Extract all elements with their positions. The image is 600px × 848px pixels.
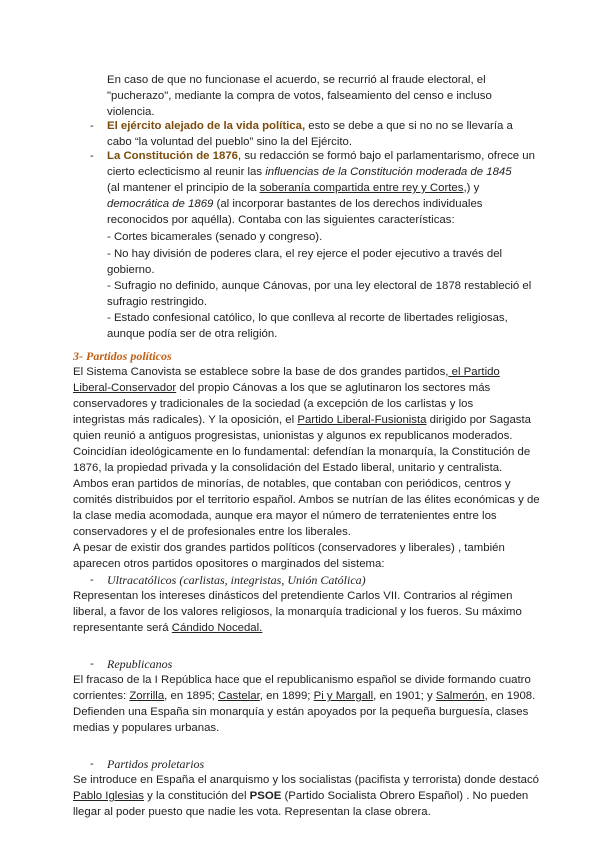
constitucion-title: La Constitución de 1876	[107, 150, 239, 162]
section-paragraph	[73, 364, 500, 380]
constitucion-line	[107, 196, 483, 212]
intro-line: violencia.	[107, 106, 155, 118]
bullet-dash: -	[90, 150, 94, 162]
section-paragraph: comités distribuidos por el territorio español. Ambos se nutrían de las élites económicas y de	[73, 494, 540, 506]
republicanos-line: medias y populares urbanas.	[73, 722, 220, 734]
republicanos-name: Zorrilla	[129, 690, 165, 702]
caracteristica-item: - No hay división de poderes clara, el rey ejerce el poder ejecutivo a través del	[107, 248, 503, 260]
proletarios-bold: PSOE	[249, 790, 282, 802]
republicanos-line: Defienden una España sin monarquía y están apoyados por la pequeña burguesía, clases	[73, 706, 529, 718]
paragraph-underline: Partido Liberal-Fusionista	[297, 414, 427, 426]
ejercito-text: esto se debe a que si no no se llevaría a	[305, 120, 513, 132]
proletarios-underline: Pablo Iglesias	[73, 790, 144, 802]
paragraph-underline: el Partido	[448, 366, 500, 378]
section-paragraph: aparecen otros partidos opositores o marginados del sistema:	[73, 558, 385, 570]
republicanos-line	[73, 688, 535, 704]
bullet-dash: -	[90, 120, 94, 132]
republicanos-title: Republicanos	[107, 657, 173, 671]
ejercito-line	[107, 118, 513, 134]
proletarios-line: Se introduce en España el anarquismo y los socialistas (pacifista y terrorista) donde destacó	[73, 774, 539, 786]
constitucion-text: (al mantener el principio de la	[107, 182, 260, 194]
section-paragraph	[73, 412, 531, 428]
republicanos-name: Pi y Margall	[313, 690, 374, 702]
proletarios-line: llegar al poder puesto que nadie les vota. Representan la clase obrera.	[73, 806, 431, 818]
ejercito-line: cabo “la voluntad del pueblo” sino la del Ejército.	[107, 136, 353, 148]
section-paragraph: A pesar de existir dos grandes partidos políticos (conservadores y liberales) , también	[73, 542, 505, 554]
constitucion-text: cierto eclecticismo al reunir las	[107, 166, 266, 178]
ultra-line: Representan los intereses dinásticos del pretendiente Carlos VII. Contrarios al régimen	[73, 590, 513, 602]
paragraph-underline: Liberal-Conservador	[73, 382, 177, 394]
caracteristica-item: - Cortes bicamerales (senado y congreso).	[107, 231, 323, 243]
republicanos-text: , en 1908.	[484, 690, 536, 702]
republicanos-name: Salmerón	[435, 690, 485, 702]
section-paragraph	[73, 380, 490, 396]
intro-line: "pucherazo", mediante la compra de votos, falseamiento del censo e incluso	[107, 90, 492, 102]
republicanos-text: corrientes:	[73, 690, 130, 702]
constitucion-text: ,) y	[463, 182, 480, 194]
ultra-line: liberal, a favor de los valores religiosos, la monarquía tradicional y los fueros. Su máximo	[73, 606, 522, 618]
ultra-text: representante será	[73, 622, 172, 634]
constitucion-line	[107, 148, 535, 164]
caracteristica-item: sufragio restringido.	[107, 296, 208, 308]
caracteristica-item: - Sufragio no definido, aunque Cánovas, por una ley electoral de 1878 restableció el	[107, 280, 532, 292]
intro-line: En caso de que no funcionase el acuerdo, se recurrió al fraude electoral, el	[107, 74, 486, 86]
caracteristica-item: - Estado confesional católico, lo que conlleva al recorte de libertades religiosas,	[107, 312, 508, 324]
ejercito-title: El ejército alejado de la vida política,	[107, 120, 306, 132]
proletarios-line	[73, 788, 528, 804]
ultra-line	[73, 620, 262, 636]
paragraph-text: dirigido por Sagasta	[426, 414, 531, 426]
paragraph-text: del propio Cánovas a los que se aglutinaron los sectores más	[176, 382, 491, 394]
constitucion-text: (al incorporar bastantes de los derechos individuales	[213, 198, 483, 210]
caracteristica-item: gobierno.	[107, 264, 155, 276]
section-paragraph: conservadores y el de profesionales entre los liberales.	[73, 526, 351, 538]
republicanos-text: , en 1901; y	[373, 690, 436, 702]
constitucion-text: , su redacción se formó bajo el parlamentarismo, ofrece un	[238, 150, 535, 162]
republicanos-text: , en 1899;	[259, 690, 314, 702]
section-paragraph: 1876, la propiedad privada y la consolidación del Estado liberal, unitario y centralista.	[73, 462, 503, 474]
proletarios-title: Partidos proletarios	[107, 757, 205, 771]
section-paragraph: la clase media acomodada, aunque era mayor el número de terratenientes entre los	[73, 510, 497, 522]
ultra-title: Ultracatólicos (carlistas, integristas, Unión Católica)	[107, 573, 366, 587]
constitucion-underline: soberanía compartida entre rey y Cortes	[259, 182, 464, 194]
section-paragraph: Coincidían ideológicamente en lo fundamental: defendían la monarquía, la Constitución de	[73, 446, 531, 458]
bullet-dash: -	[90, 574, 94, 586]
paragraph-text: El Sistema Canovista se establece sobre la base de dos grandes partidos,	[73, 366, 449, 378]
bullet-dash: -	[90, 658, 94, 670]
section-heading: 3- Partidos políticos	[73, 349, 172, 363]
section-paragraph: conservadores y tradicionales de la sociedad (a excepción de los carlistas y los	[73, 398, 474, 410]
constitucion-line	[107, 164, 512, 180]
constitucion-line	[107, 180, 479, 196]
proletarios-text: y la constitución del	[143, 790, 250, 802]
proletarios-text: (Partido Socialista Obrero Español) . No pueden	[281, 790, 529, 802]
republicanos-name: Castelar	[218, 690, 260, 702]
section-paragraph: quien reunió a antiguos progresistas, unionistas y algunos ex republicanos moderados.	[73, 430, 513, 442]
constitucion-line: reconocidos por aquélla). Contaba con las siguientes características:	[107, 214, 455, 226]
constitucion-italic: democrática de 1869	[107, 198, 214, 210]
constitucion-italic: influencias de la Constitución moderada de 1845	[265, 166, 512, 178]
paragraph-text: integristas más radicales). Y la oposición, el	[73, 414, 298, 426]
caracteristica-item: aunque podía ser de otra religión.	[107, 328, 278, 340]
section-paragraph: Ambos eran partidos de minorías, de notables, que contaban con periódicos, centros y	[73, 478, 511, 490]
bullet-dash: -	[90, 758, 94, 770]
ultra-underline: Cándido Nocedal.	[171, 622, 263, 634]
republicanos-line: El fracaso de la I República hace que el republicanismo español se divide formando cuatro	[73, 674, 531, 686]
republicanos-text: , en 1895;	[164, 690, 218, 702]
